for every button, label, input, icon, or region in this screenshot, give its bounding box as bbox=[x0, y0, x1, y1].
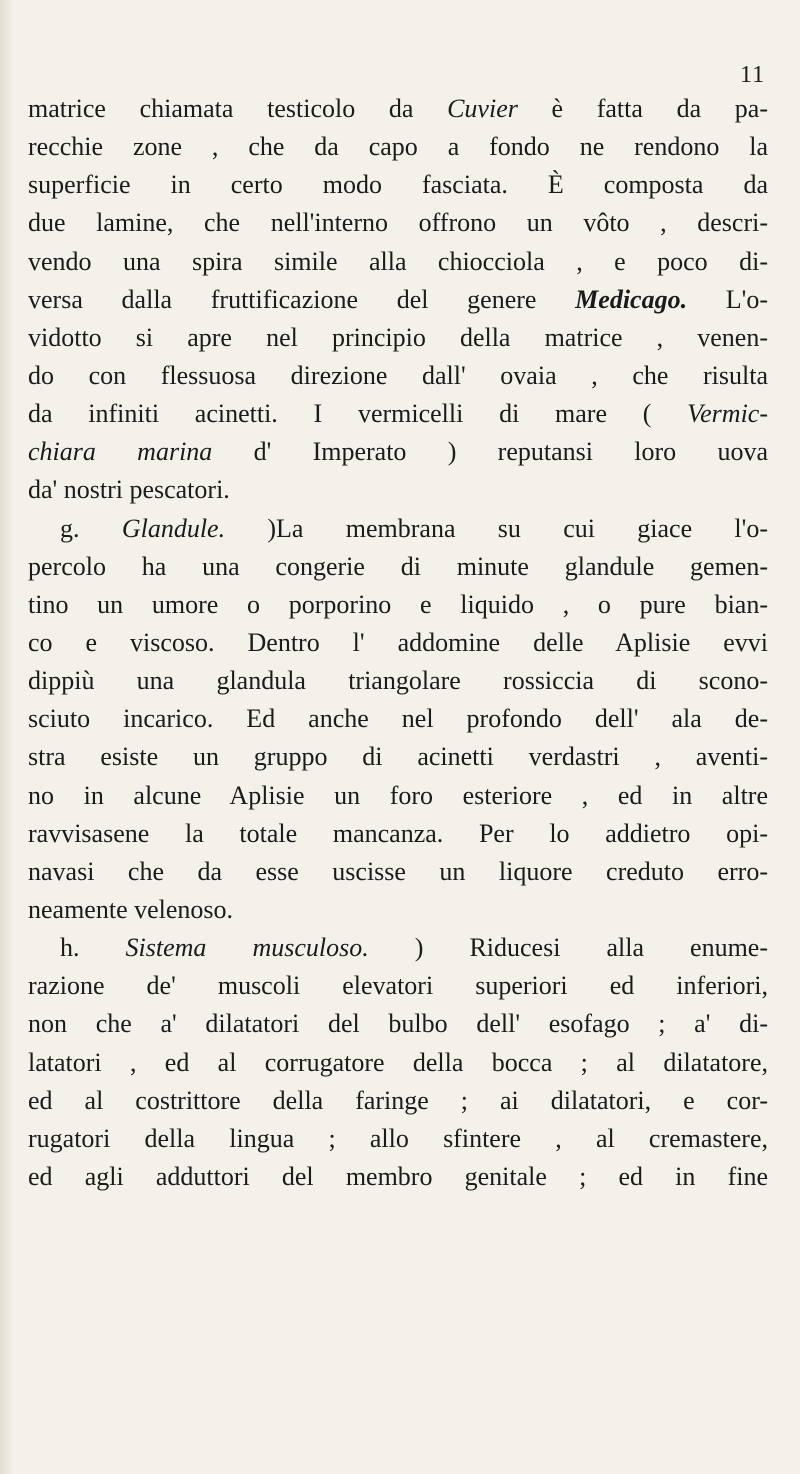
italic-text: Sistema musculoso. bbox=[125, 933, 369, 963]
text-line bbox=[28, 624, 768, 662]
text-segment: g. bbox=[60, 513, 122, 543]
text-segment: superficie in certo modo fasciata. È composta da bbox=[28, 170, 768, 200]
text-line bbox=[28, 281, 768, 319]
italic-text: Medicago. bbox=[575, 284, 688, 314]
text-line bbox=[28, 128, 768, 166]
text-segment: ) Riducesi alla enume- bbox=[368, 933, 768, 963]
text-segment: d' Imperato ) reputansi loro uova bbox=[212, 437, 768, 467]
text-segment: co e viscoso. Dentro l' addomine delle Aplisie evvi bbox=[28, 627, 768, 657]
text-segment: h. bbox=[60, 933, 126, 963]
italic-text: Vermic- bbox=[687, 399, 768, 429]
text-segment: matrice chiamata testicolo da bbox=[28, 94, 448, 123]
text-line bbox=[28, 1005, 768, 1043]
body-text bbox=[28, 90, 768, 1196]
text-segment: stra esiste un gruppo di acinetti verdastri , aventi- bbox=[28, 742, 768, 772]
italic-text: chiara marina bbox=[28, 437, 213, 467]
page-number: 11 bbox=[740, 62, 766, 88]
text-segment: da infiniti acinetti. I vermicelli di mare ( bbox=[28, 399, 688, 429]
text-line bbox=[28, 395, 768, 433]
text-segment: recchie zone , che da capo a fondo ne rendono la bbox=[28, 132, 768, 162]
text-segment: ravvisasene la totale mancanza. Per lo addietro opi- bbox=[28, 818, 768, 848]
text-line bbox=[28, 357, 768, 395]
text-segment: due lamine, che nell'interno offrono un vôto , descri- bbox=[28, 208, 768, 238]
text-segment: sciuto incarico. Ed anche nel profondo dell' ala de- bbox=[28, 704, 768, 734]
text-line bbox=[28, 1158, 768, 1196]
text-segment: no in alcune Aplisie un foro esteriore , ed in altre bbox=[28, 780, 768, 810]
text-line bbox=[28, 815, 768, 853]
text-segment: tino un umore o porporino e liquido , o pure bian- bbox=[28, 589, 768, 619]
text-line bbox=[28, 510, 768, 548]
italic-text: Glandule. bbox=[121, 513, 226, 543]
text-segment: ed agli adduttori del membro genitale ; ed in fine bbox=[28, 1161, 768, 1191]
text-line bbox=[28, 1044, 768, 1082]
text-line bbox=[28, 662, 768, 700]
text-segment: non che a' dilatatori del bulbo dell' esofago ; a' di- bbox=[28, 1009, 768, 1039]
text-segment: da' nostri pescatori. bbox=[28, 475, 230, 505]
text-segment: dippiù una glandula triangolare rossiccia di scono- bbox=[28, 666, 768, 696]
text-segment: è fatta da pa- bbox=[517, 94, 768, 123]
text-line bbox=[28, 777, 768, 815]
italic-text: Cuvier bbox=[447, 94, 518, 123]
text-segment: razione de' muscoli elevatori superiori ed inferiori, bbox=[28, 971, 768, 1001]
text-line bbox=[28, 433, 768, 471]
text-line bbox=[28, 929, 768, 967]
text-line bbox=[28, 204, 768, 242]
text-line bbox=[28, 243, 768, 281]
text-segment: )La membrana su cui giace l'o- bbox=[225, 513, 768, 543]
text-line bbox=[28, 1082, 768, 1120]
text-line bbox=[28, 471, 768, 509]
text-line bbox=[28, 700, 768, 738]
page-edge-shadow bbox=[0, 0, 14, 1474]
text-line bbox=[28, 166, 768, 204]
text-line bbox=[28, 548, 768, 586]
text-segment: rugatori della lingua ; allo sfintere , al cremastere, bbox=[28, 1123, 768, 1153]
text-line bbox=[28, 853, 768, 891]
text-line bbox=[28, 967, 768, 1005]
text-line bbox=[28, 586, 768, 624]
text-segment: do con flessuosa direzione dall' ovaia , che risulta bbox=[28, 360, 768, 390]
text-segment: ed al costrittore della faringe ; ai dilatatori, e cor- bbox=[28, 1085, 768, 1115]
text-segment: percolo ha una congerie di minute glandule gemen- bbox=[28, 551, 768, 581]
text-line bbox=[28, 90, 768, 128]
text-segment: neamente velenoso. bbox=[28, 894, 234, 924]
text-segment: latatori , ed al corrugatore della bocca ; al dilatatore, bbox=[28, 1047, 768, 1077]
text-segment: versa dalla fruttificazione del genere bbox=[28, 284, 576, 314]
text-line bbox=[28, 738, 768, 776]
text-line bbox=[28, 891, 768, 929]
text-segment: vendo una spira simile alla chiocciola , e poco di- bbox=[28, 246, 768, 276]
text-line bbox=[28, 319, 768, 357]
text-segment: navasi che da esse uscisse un liquore creduto erro- bbox=[28, 856, 768, 886]
text-line bbox=[28, 1120, 768, 1158]
text-segment: L'o- bbox=[687, 284, 768, 314]
text-segment: vidotto si apre nel principio della matrice , venen- bbox=[28, 322, 768, 352]
